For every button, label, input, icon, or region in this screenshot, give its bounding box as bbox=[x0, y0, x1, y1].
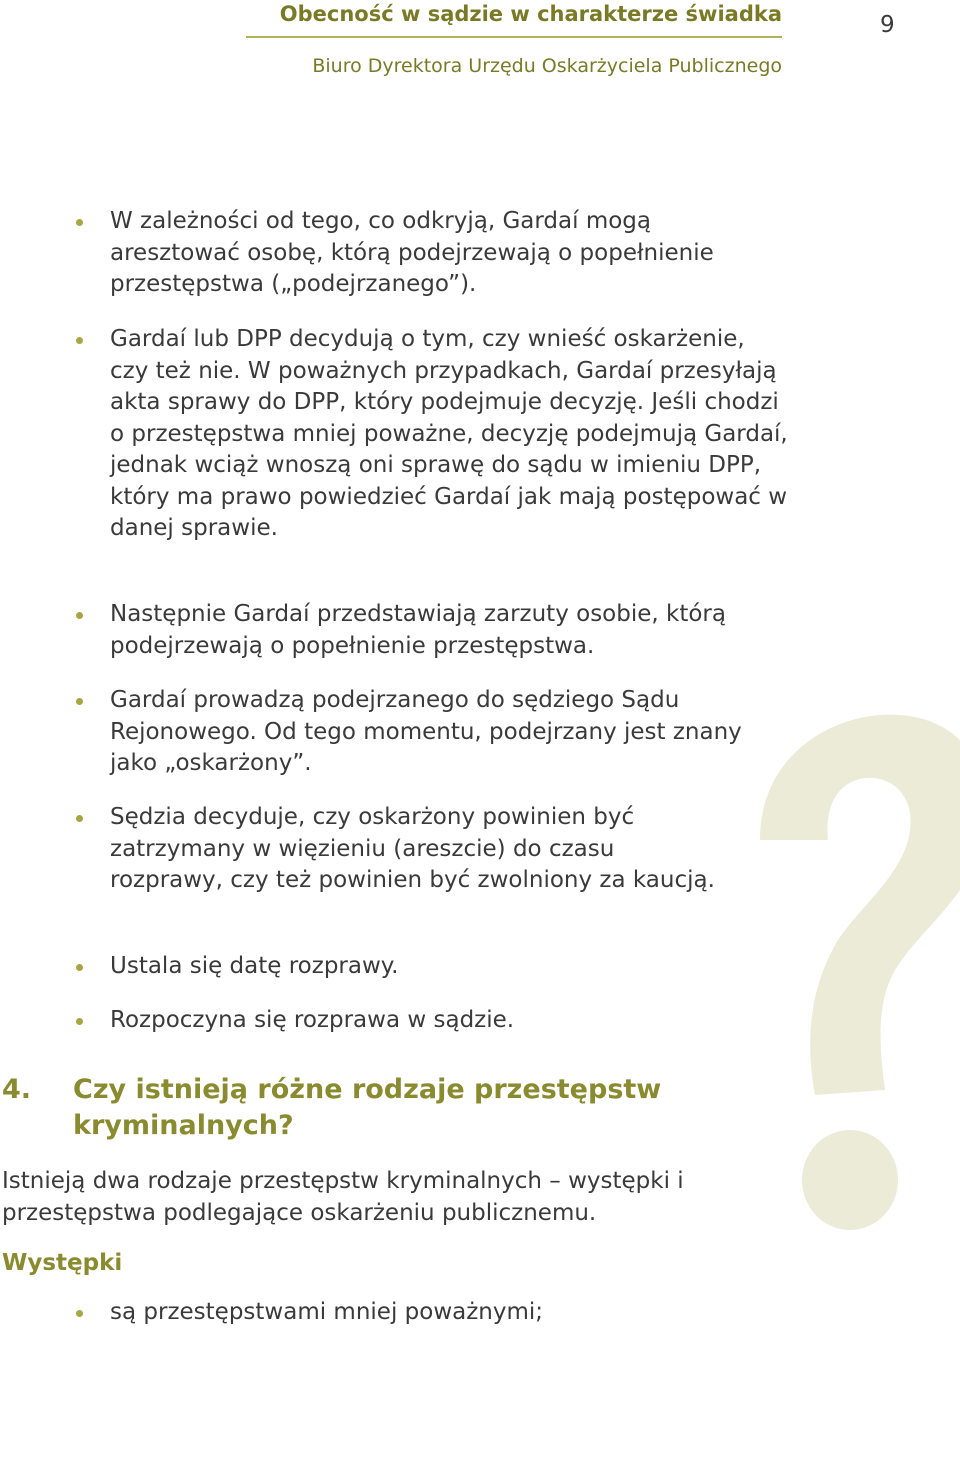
bullet-icon bbox=[76, 1310, 83, 1317]
list-item-text: Sędzia decyduje, czy oskarżony powinien być zatrzymany w więzieniu (areszcie) do czasu rozprawy, czy też powinien być zwolniony za kaucją. bbox=[110, 804, 715, 893]
list-item-text: są przestępstwami mniej poważnymi; bbox=[110, 1299, 544, 1325]
bullet-icon bbox=[76, 612, 83, 619]
page-number: 9 bbox=[880, 12, 895, 38]
list-item-text: Gardaí lub DPP decydują o tym, czy wnieść oskarżenie, czy też nie. W poważnych przypadkach, Gardaí przesyłają akta sprawy do DPP, który podejmuje decyzję. Jeśli chodzi o przestępstwa mniej poważne, decyzję podejmują Gardaí, jednak wciąż wnoszą oni sprawę do sądu w imieniu DPP, który ma prawo powiedzieć Gardaí jak mają postępować w danej sprawie. bbox=[110, 326, 788, 541]
list-item bbox=[110, 206, 750, 301]
bullet-icon bbox=[76, 337, 83, 344]
list-item bbox=[110, 802, 730, 897]
list-item-text: W zależności od tego, co odkryją, Gardaí mogą aresztować osobę, którą podejrzewają o popełnienie przestępstwa („podejrzanego”). bbox=[110, 208, 714, 297]
list-item bbox=[110, 1005, 790, 1037]
list-item-text: Ustala się datę rozprawy. bbox=[110, 953, 399, 979]
section-number: 4. bbox=[2, 1074, 32, 1105]
bullet-icon bbox=[76, 698, 83, 705]
subheading-wystepki: Występki bbox=[2, 1250, 123, 1276]
header-subtitle: Biuro Dyrektora Urzędu Oskarżyciela Publicznego bbox=[312, 55, 782, 77]
header-rule bbox=[246, 36, 782, 38]
list-item bbox=[110, 599, 750, 662]
list-item-text: Gardaí prowadzą podejrzanego do sędziego Sądu Rejonowego. Od tego momentu, podejrzany jest znany jako „oskarżony”. bbox=[110, 687, 742, 776]
list-item bbox=[110, 324, 790, 545]
bullet-icon bbox=[76, 219, 83, 226]
bullet-icon bbox=[76, 964, 83, 971]
list-item-text: Rozpoczyna się rozprawa w sądzie. bbox=[110, 1007, 515, 1033]
bullet-icon bbox=[76, 1018, 83, 1025]
section-title: Czy istnieją różne rodzaje przestępstw kryminalnych? bbox=[73, 1074, 662, 1141]
section-intro-paragraph: Istnieją dwa rodzaje przestępstw kryminalnych – występki i przestępstwa podlegające oskarżeniu publicznemu. bbox=[2, 1168, 684, 1226]
bullet-icon bbox=[76, 815, 83, 822]
header-title: Obecność w sądzie w charakterze świadka bbox=[279, 2, 782, 26]
list-item bbox=[110, 951, 790, 983]
list-item-text: Następnie Gardaí przedstawiają zarzuty osobie, którą podejrzewają o popełnienie przestępstwa. bbox=[110, 601, 726, 659]
list-item bbox=[110, 1297, 790, 1329]
list-item bbox=[110, 685, 770, 780]
